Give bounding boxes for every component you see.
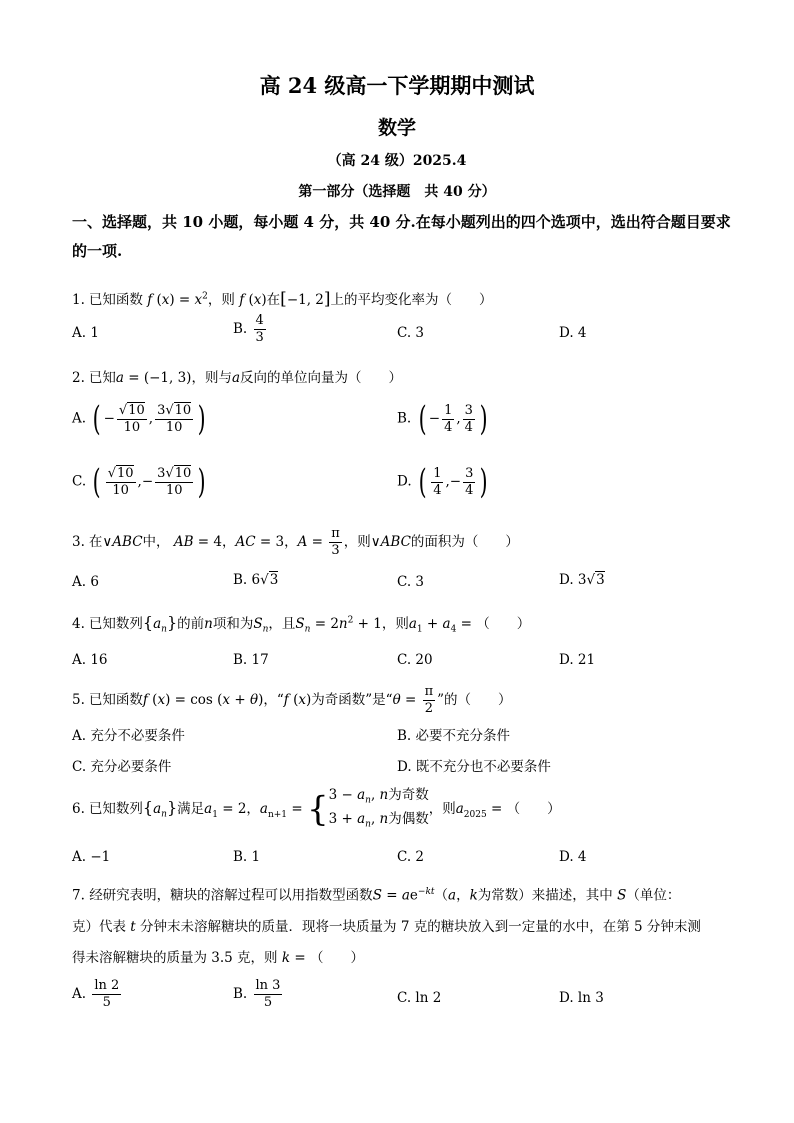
q2-option-a[interactable]: A. ( − $\frac{√10}{10}$ , $\frac{3√10}{10}$ ) bbox=[72, 399, 206, 439]
subject-title: 数学 bbox=[377, 117, 416, 139]
question-3: 3. 在∨ABC中， AB = 4，AC = 3，A = $\frac{\pi}{3}$ ，则∨ABC的面积为（ ） bbox=[72, 526, 519, 558]
question-7: 7. 经研究表明，糖块的溶解过程可以用指数型函数$S = ae^{-kt}(a$，k为常数）来描述，其中 S（单位： 克）代表 t 分钟末未溶解糖块的质量．现将一块质量为 7 克的糖块放入到一定量的水中，在第 5 分钟末测 得未溶解糖块的质量为 3.5 克，则 k = （ ） bbox=[72, 887, 701, 966]
q1-option-b[interactable]: B. $\frac{4}{3}$ bbox=[233, 313, 264, 345]
q2-option-d[interactable]: D. ( $\frac{1}{4}$ ,− $\frac{3}{4}$ ) bbox=[397, 462, 488, 502]
q5-option-b[interactable]: B. 必要不充分条件 bbox=[397, 728, 511, 744]
q6-option-b[interactable]: B. 1 bbox=[233, 849, 261, 865]
q1-option-a[interactable]: A. 1 bbox=[72, 325, 99, 341]
q5-option-a[interactable]: A. 充分不必要条件 bbox=[72, 728, 185, 744]
question-6: 6. 已知数列$\{a_n\}$满足$a_1 = 2$，$a_{n+1} = \{3 - a_n$, n为奇数 $3 + a_n$, n为偶数，则$a_{2025}$ = （ ） bbox=[72, 787, 561, 830]
q2-option-c[interactable]: C. ( $\frac{√10}{10}$ ,− $\frac{3√10}{10}$ ) bbox=[72, 462, 206, 502]
question-5: 5. 已知函数f (x) = cos (x + θ)，“f (x)为奇函数”是“θ = $\frac{\pi}{2}$ ”的（ ） bbox=[72, 684, 512, 716]
q3-option-c[interactable]: C. 3 bbox=[397, 574, 425, 590]
q3-option-b[interactable]: B. 6√3 bbox=[233, 572, 279, 588]
q1-option-d[interactable]: D. 4 bbox=[559, 325, 587, 341]
q4-option-d[interactable]: D. 21 bbox=[559, 652, 596, 668]
q7-option-d[interactable]: D. ln 3 bbox=[559, 990, 604, 1006]
q4-option-c[interactable]: C. 20 bbox=[397, 652, 433, 668]
q3-option-d[interactable]: D. 3√3 bbox=[559, 572, 605, 588]
q7-option-c[interactable]: C. ln 2 bbox=[397, 990, 442, 1006]
q7-option-b[interactable]: B. $\frac{\ln 3}{5}$ bbox=[233, 978, 281, 1010]
question-2: 2. 已知a = (−1, 3)，则与a反向的单位向量为（ ） bbox=[72, 370, 403, 386]
question-1: 1. 已知函数 f $(x) = x^2$，则 f (x)在[−1, 2]上的平均变化率为（ ） bbox=[72, 289, 493, 309]
q4-option-a[interactable]: A. 16 bbox=[72, 652, 108, 668]
q5-option-c[interactable]: C. 充分必要条件 bbox=[72, 759, 172, 775]
part-heading: 第一部分（选择题 共 40 分） bbox=[298, 184, 496, 200]
section-instruction: 一、选择题，共 10 小题，每小题 4 分，共 40 分.在每小题列出的四个选项中，选出符合题目要求的一项. bbox=[72, 213, 731, 260]
grade-date: （高 24 级）2025.4 bbox=[327, 153, 467, 169]
q1-option-c[interactable]: C. 3 bbox=[397, 325, 425, 341]
q3-option-a[interactable]: A. 6 bbox=[72, 574, 99, 590]
question-4: 4. 已知数列$\{a_n\}$的前n项和为$S_n$，且$S_n = 2n^2 + 1$，则$a_1 + a_4$ = （ ） bbox=[72, 613, 531, 635]
q6-option-d[interactable]: D. 4 bbox=[559, 849, 587, 865]
q4-option-b[interactable]: B. 17 bbox=[233, 652, 269, 668]
q2-option-b[interactable]: B. ( − $\frac{1}{4}$ , $\frac{3}{4}$ ) bbox=[397, 399, 488, 439]
q6-option-c[interactable]: C. 2 bbox=[397, 849, 425, 865]
q7-option-a[interactable]: A. $\frac{\ln 2}{5}$ bbox=[72, 978, 120, 1010]
q5-option-d[interactable]: D. 既不充分也不必要条件 bbox=[397, 759, 551, 775]
q6-option-a[interactable]: A. −1 bbox=[72, 849, 111, 865]
page-title: 高 24 级高一下学期期中测试 bbox=[259, 73, 535, 98]
